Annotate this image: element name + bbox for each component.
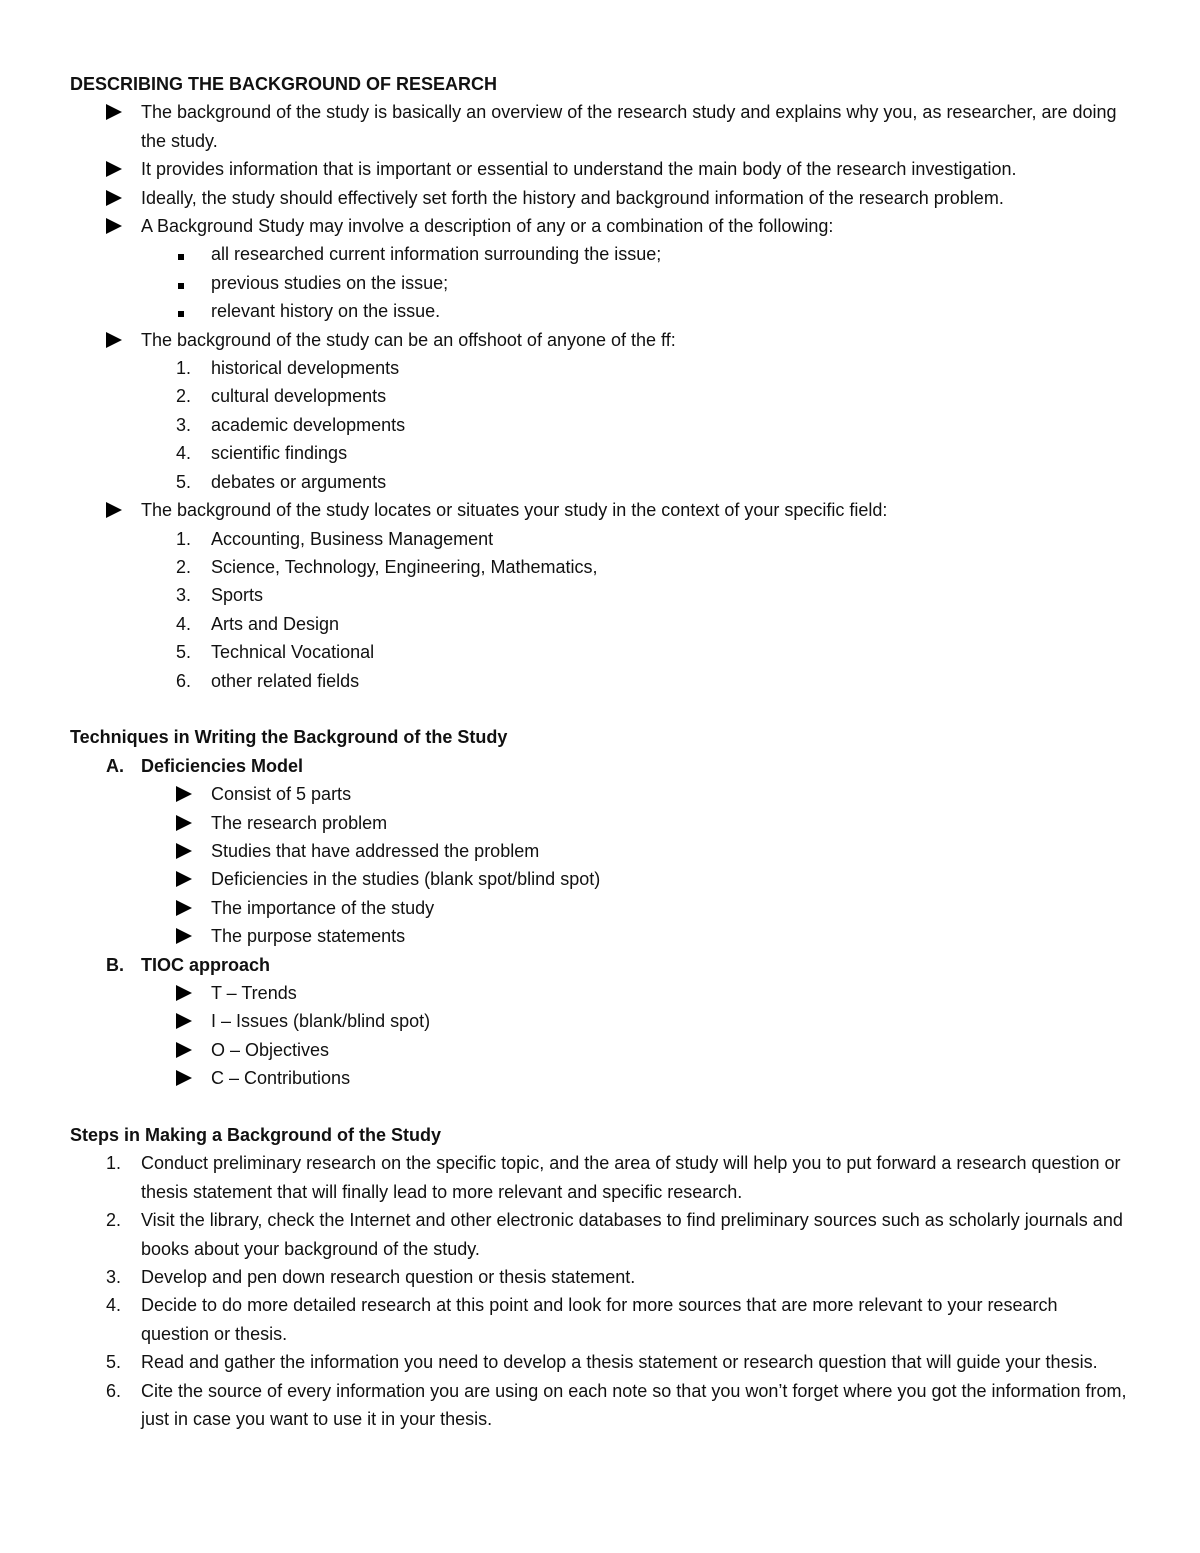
arrow-bullet-icon	[106, 98, 130, 128]
step-text: Visit the library, check the Internet and other electronic databases to find preliminary sources such as scholarly journals and books about your background of the study.	[141, 1210, 1123, 1259]
numbered-item	[70, 638, 1130, 666]
arrow-bullet-icon	[176, 922, 200, 952]
numbered-item	[70, 581, 1130, 609]
arrow-bullet-icon	[176, 894, 200, 924]
bullet-item	[70, 184, 1130, 212]
sub-bullet-item	[70, 269, 1130, 297]
item-letter: B.	[106, 954, 124, 975]
bullet-text: A Background Study may involve a description of any or a combination of the following:	[141, 216, 834, 237]
model-name: TIOC approach	[141, 954, 271, 975]
item-number: 3.	[106, 1267, 122, 1288]
arrow-bullet-icon	[176, 865, 200, 895]
step-item	[70, 1206, 1130, 1263]
bullet-text: The importance of the study	[211, 897, 435, 918]
numbered-text: cultural developments	[211, 386, 387, 407]
section-title-describing: DESCRIBING THE BACKGROUND OF RESEARCH	[70, 74, 498, 94]
square-bullet-icon	[176, 297, 200, 325]
numbered-item	[70, 439, 1130, 467]
numbered-item	[70, 610, 1130, 638]
arrow-bullet-icon	[176, 837, 200, 867]
item-number: 6.	[176, 670, 192, 691]
bullet-text: Ideally, the study should effectively set forth the history and background information of the research problem.	[141, 187, 1004, 208]
step-item	[70, 1377, 1130, 1434]
square-bullet-icon	[176, 269, 200, 297]
step-text: Read and gather the information you need to develop a thesis statement or research question that will guide your thesis.	[141, 1352, 1098, 1373]
item-number: 4.	[176, 443, 192, 464]
arrow-bullet-icon	[106, 184, 130, 214]
bullet-item	[70, 1007, 1130, 1035]
numbered-text: Technical Vocational	[211, 642, 375, 663]
item-number: 3.	[176, 414, 192, 435]
model-heading-b	[70, 951, 1130, 979]
step-item	[70, 1149, 1130, 1206]
arrow-bullet-icon	[176, 979, 200, 1009]
step-item	[70, 1263, 1130, 1291]
bullet-text: I – Issues (blank/blind spot)	[211, 1011, 431, 1032]
arrow-bullet-icon	[106, 212, 130, 242]
sub-bullet-item	[70, 240, 1130, 268]
arrow-bullet-icon	[176, 1064, 200, 1094]
bullet-item	[70, 1064, 1130, 1092]
numbered-text: Science, Technology, Engineering, Mathematics,	[211, 556, 598, 577]
sub-bullet-text: previous studies on the issue;	[211, 272, 449, 293]
item-number: 2.	[106, 1210, 122, 1231]
section-title-techniques: Techniques in Writing the Background of the Study	[70, 727, 508, 748]
bullet-text: C – Contributions	[211, 1068, 351, 1089]
item-number: 4.	[176, 613, 192, 634]
numbered-item	[70, 525, 1130, 553]
numbered-item	[70, 667, 1130, 695]
item-number: 2.	[176, 386, 192, 407]
model-heading-a	[70, 752, 1130, 780]
bullet-text: T – Trends	[211, 982, 297, 1003]
bullet-text: The background of the study can be an offshoot of anyone of the ff:	[141, 329, 676, 350]
model-name: Deficiencies Model	[141, 755, 304, 776]
item-number: 1.	[176, 528, 192, 549]
bullet-item	[70, 865, 1130, 893]
bullet-item	[70, 212, 1130, 240]
item-letter: A.	[106, 755, 124, 776]
bullet-item	[70, 922, 1130, 950]
bullet-text: The background of the study locates or situates your study in the context of your specific field:	[141, 500, 888, 521]
bullet-item	[70, 496, 1130, 524]
section-title-steps: Steps in Making a Background of the Study	[70, 1125, 442, 1145]
item-number: 3.	[176, 585, 192, 606]
bullet-text: The purpose statements	[211, 926, 406, 947]
bullet-text: Studies that have addressed the problem	[211, 840, 540, 861]
step-text: Develop and pen down research question or thesis statement.	[141, 1267, 636, 1288]
paragraph-gap	[70, 1093, 1130, 1121]
item-number: 2.	[176, 556, 192, 577]
numbered-text: debates or arguments	[211, 471, 387, 492]
step-item	[70, 1291, 1130, 1348]
numbered-item	[70, 382, 1130, 410]
bullet-item	[70, 155, 1130, 183]
step-item	[70, 1348, 1130, 1376]
bullet-item	[70, 809, 1130, 837]
sub-bullet-text: all researched current information surrounding the issue;	[211, 244, 662, 265]
bullet-item	[70, 894, 1130, 922]
numbered-item	[70, 468, 1130, 496]
bullet-item	[70, 326, 1130, 354]
arrow-bullet-icon	[106, 326, 130, 356]
step-text: Decide to do more detailed research at this point and look for more sources that are more relevant to your research question or thesis.	[141, 1295, 1058, 1344]
item-number: 5.	[176, 642, 192, 663]
bullet-item	[70, 1036, 1130, 1064]
numbered-text: other related fields	[211, 670, 360, 691]
bullet-text: Consist of 5 parts	[211, 784, 352, 805]
square-bullet-icon	[176, 240, 200, 268]
numbered-text: historical developments	[211, 358, 400, 379]
bullet-item	[70, 98, 1130, 155]
numbered-item	[70, 553, 1130, 581]
item-number: 1.	[106, 1153, 122, 1174]
step-text: Cite the source of every information you are using on each note so that you won’t forget where you got the information from, just in case you want to use it in your thesis.	[141, 1380, 1127, 1430]
document-page	[70, 70, 1130, 1433]
numbered-text: scientific findings	[211, 443, 348, 464]
sub-bullet-text: relevant history on the issue.	[211, 301, 441, 322]
bullet-item	[70, 979, 1130, 1007]
numbered-text: Accounting, Business Management	[211, 528, 494, 549]
arrow-bullet-icon	[176, 780, 200, 810]
bullet-text: It provides information that is important or essential to understand the main body of the research investigation.	[141, 159, 1017, 180]
item-number: 6.	[106, 1380, 122, 1401]
arrow-bullet-icon	[106, 155, 130, 185]
numbered-text: academic developments	[211, 414, 406, 435]
item-number: 5.	[176, 471, 192, 492]
sub-bullet-item	[70, 297, 1130, 325]
bullet-text: Deficiencies in the studies (blank spot/blind spot)	[211, 869, 601, 890]
step-text: Conduct preliminary research on the specific topic, and the area of study will help you to put forward a research question or thesis statement that will finally lead to more relevant and specific research.	[141, 1153, 1121, 1202]
numbered-text: Sports	[211, 585, 264, 606]
numbered-item	[70, 411, 1130, 439]
bullet-item	[70, 837, 1130, 865]
item-number: 4.	[106, 1295, 122, 1316]
arrow-bullet-icon	[106, 496, 130, 526]
arrow-bullet-icon	[176, 1007, 200, 1037]
numbered-text: Arts and Design	[211, 613, 340, 634]
bullet-text: The research problem	[211, 812, 388, 833]
bullet-text: O – Objectives	[211, 1039, 330, 1060]
arrow-bullet-icon	[176, 1036, 200, 1066]
item-number: 5.	[106, 1352, 122, 1373]
arrow-bullet-icon	[176, 809, 200, 839]
bullet-text: The background of the study is basically an overview of the research study and explains why you, as researcher, are doing the study.	[141, 102, 1117, 151]
item-number: 1.	[176, 358, 192, 379]
paragraph-gap	[70, 695, 1130, 723]
numbered-item	[70, 354, 1130, 382]
bullet-item	[70, 780, 1130, 808]
